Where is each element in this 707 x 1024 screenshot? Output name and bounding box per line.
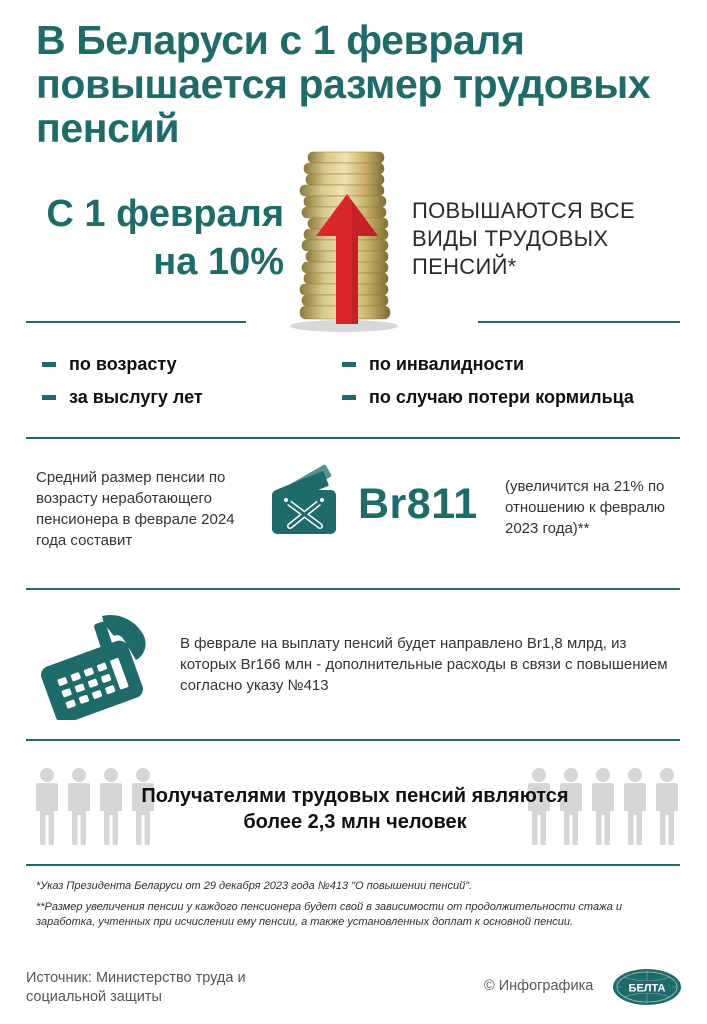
pension-type-item: по случаю потери кормильца <box>342 387 634 408</box>
footnote-increase-details: **Размер увеличения пенсии у каждого пенсионера будет свой в зависимости от продолжительности стажа и заработка, учтенных при исчислении ему пенсии, а также установленных доплат к основной пенсии. <box>36 901 622 928</box>
increase-date: С 1 февраля <box>46 193 284 235</box>
calculator-icon <box>40 610 160 720</box>
footnote-decree: *Указ Президента Беларуси от 29 декабря 2023 года №413 "О повышении пенсий". <box>36 880 473 892</box>
average-pension-note: (увеличится на 21% по отношению к февралю 2023 года)** <box>505 478 666 537</box>
all-types-text: ПОВЫШАЮТСЯ ВСЕ ВИДЫ ТРУДОВЫХ ПЕНСИЙ* <box>412 198 635 279</box>
recipients-text: Получателями трудовых пенсий являются более 2,3 млн человек <box>141 785 569 833</box>
increase-headline <box>46 190 284 286</box>
divider <box>26 588 680 590</box>
bullet-dash-icon <box>42 362 56 367</box>
bullet-dash-icon <box>342 395 356 400</box>
copyright-text: © Инфографика <box>484 978 594 994</box>
bullet-dash-icon <box>342 362 356 367</box>
source-text: Источник: Министерство труда и социальной защиты <box>26 970 246 1005</box>
pension-type-item: по инвалидности <box>342 354 524 375</box>
divider <box>26 437 680 439</box>
page-title: В Беларуси с 1 февраля повышается размер трудовых пенсий <box>36 17 651 151</box>
divider <box>26 739 680 741</box>
average-pension-description: Средний размер пенсии по возрасту неработающего пенсионера в феврале 2024 года составит <box>36 469 235 549</box>
divider <box>26 864 680 866</box>
increase-percent: на 10% <box>153 241 284 283</box>
divider <box>26 321 246 323</box>
average-pension-amount: Br811 <box>358 480 478 528</box>
belta-logo <box>612 968 682 1006</box>
bullet-dash-icon <box>42 395 56 400</box>
wallet-with-tools-icon <box>270 460 350 540</box>
coin-stack-with-arrow-icon <box>290 148 402 333</box>
budget-text: В феврале на выплату пенсий будет направлено Br1,8 млрд, из которых Br166 млн - дополнительные расходы в связи с повышением согласно указу №413 <box>180 635 668 694</box>
pension-type-item: за выслугу лет <box>42 387 203 408</box>
divider <box>478 321 680 323</box>
belta-logo-text: БЕЛТА <box>628 982 666 995</box>
pension-type-item: по возрасту <box>42 354 177 375</box>
